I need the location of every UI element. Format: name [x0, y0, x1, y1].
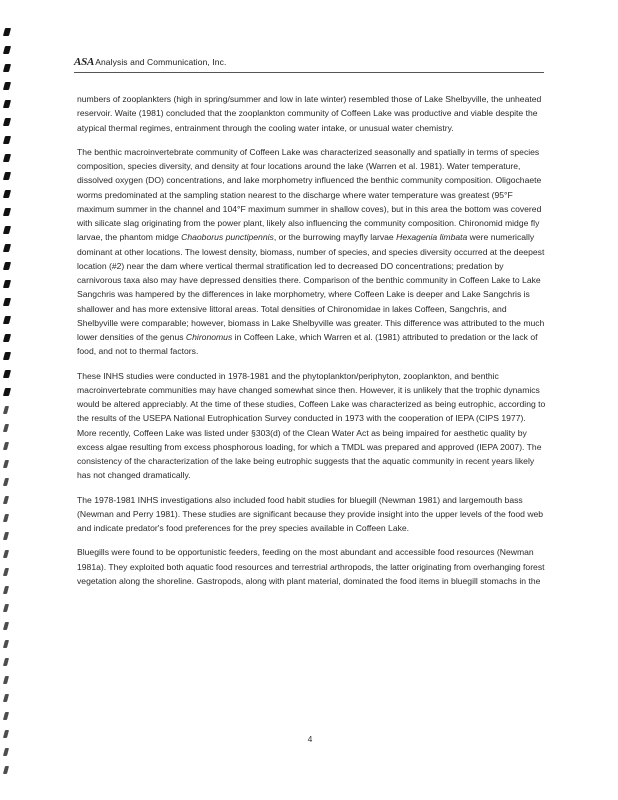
paragraph-benthic — [77, 145, 547, 359]
binding-hole — [3, 352, 11, 360]
binding-hole — [3, 640, 9, 648]
binding-hole — [3, 550, 9, 558]
binding-hole — [3, 172, 11, 180]
company-logo: ASA — [74, 56, 95, 68]
binding-hole — [3, 208, 11, 216]
binding-hole — [3, 154, 11, 162]
binding-hole — [3, 730, 9, 738]
species-chaoborus: Chaoborus punctipennis — [181, 232, 274, 243]
binding-hole — [3, 136, 11, 144]
binding-hole — [3, 64, 11, 72]
binding-hole — [3, 712, 9, 720]
binding-hole — [3, 586, 9, 594]
binding-hole — [3, 496, 9, 504]
binding-hole — [3, 316, 11, 324]
binding-hole — [3, 568, 9, 576]
binding-hole — [3, 244, 11, 252]
binding-hole — [3, 28, 11, 36]
binding-hole — [3, 226, 11, 234]
benthic-text-2: , or the burrowing mayfly larvae — [273, 232, 397, 243]
binding-hole — [3, 118, 11, 126]
paragraph-bluegills: Bluegills were found to be opportunistic feeders, feeding on the most abundant and accessible food resources (Newman 1981a). They exploited both aquatic food resources and terrestrial arthropods, the latter originating from overhanging forest vegetation along the shoreline. Gastropods, along with plant material, dominated the food items in bluegill stomachs in the — [77, 547, 545, 586]
binding-hole — [3, 280, 11, 288]
binding-hole — [3, 424, 9, 432]
binding-hole — [3, 298, 11, 306]
benthic-text-3: were numerically dominant at other locations. The lowest density, biomass, number of species, and species diversity occurred at the deepest location (#2) near the dam where vertical thermal stratification led to decreased DO concentrations; predation by carnivorous taxa also may have depressed densities there. Comparison of the benthic community in Coffeen Lake to Lake Sangchris was hampered by the differences in lake morphometry, where Coffeen Lake is deeper and Lake Sangchris is shallower and has more extensive littoral areas. Total densities of Chironomidae in lakes Coffeen, Sangchris, and Shelbyville were comparable; however, biomass in Lake Shelbyville was greater. This difference was attributed to the much lower densities of the genus — [77, 232, 545, 342]
binding-hole — [3, 748, 9, 756]
paragraph-inhs-studies: These INHS studies were conducted in 1978-1981 and the phytoplankton/periphyton, zooplankton, and benthic macroinvertebrate communities may have changed somewhat since then. However, it is unlikely that the trophic dynamics would be altered appreciably. At the time of these studies, Coffeen Lake was characterized as being eutrophic, according to the results of the USEPA National Eutrophication Survey conducted in 1973 with the cooperation of IEPA (CIPS 1977). More recently, Coffeen Lake was listed under §303(d) of the Clean Water Act as being impaired for aesthetic quality by excess algae resulting from excess phosphorous loading, for which a TMDL was prepared and approved (IEPA 2007). The consistency of the characterization of the lake being eutrophic suggests that the aquatic community in recent years likely has not changed dramatically. — [77, 370, 546, 481]
body-text — [77, 92, 547, 598]
binding-hole — [3, 82, 11, 90]
company-name: Analysis and Communication, Inc. — [95, 57, 227, 67]
binding-hole — [3, 442, 9, 450]
header-divider — [74, 72, 544, 73]
binding-hole — [3, 46, 11, 54]
binding-hole — [3, 658, 9, 666]
binding-hole — [3, 406, 9, 414]
binding-hole — [3, 370, 11, 378]
binding-hole — [3, 460, 9, 468]
paragraph-food-habits: The 1978-1981 INHS investigations also included food habit studies for bluegill (Newman 1981) and largemouth bass (Newman and Perry 1981). These studies are significant because they provide insight into the upper levels of the food web and indicate predator's food preferences for the prey species available in Coffeen Lake. — [77, 494, 544, 533]
binding-hole — [3, 514, 9, 522]
benthic-text-4: in Coffeen Lake, which Warren et al. (1981) attributed to predation or the lack of food, and not to thermal factors. — [77, 332, 538, 357]
binding-hole — [3, 388, 11, 396]
binding-hole — [3, 190, 11, 198]
binding-hole — [3, 100, 11, 108]
binding-hole — [3, 532, 9, 540]
binding-holes — [2, 28, 16, 788]
binding-hole — [3, 622, 9, 630]
paragraph-zooplankton: numbers of zooplankters (high in spring/summer and low in late winter) resembled those of Lake Shelbyville, the unheated reservoir. Waite (1981) concluded that the zooplankton community of Coffeen Lake was productive and viable despite the atypical thermal regimes, entrainment through the cooling water intake, or unusual water chemistry. — [77, 94, 542, 133]
binding-hole — [3, 676, 9, 684]
genus-chironomus: Chironomus — [185, 332, 233, 342]
page-number: 4 — [307, 734, 313, 744]
binding-hole — [3, 604, 9, 612]
binding-hole — [3, 262, 11, 270]
binding-hole — [3, 694, 9, 702]
binding-hole — [3, 334, 11, 342]
binding-hole — [3, 478, 9, 486]
benthic-text-1: The benthic macroinvertebrate community of Coffeen Lake was characterized seasonally and spatially in terms of species composition, species diversity, and density at four locations around the lake (Warren et al. 1981). Water temperature, dissolved oxygen (DO) concentrations, and lake morphometry influenced the benthic community composition. Oligochaete worms predominated at the sampling station nearest to the discharge where water temperature was greatest (95°F maximum summer in the channel and 104°F maximum summer in shallow coves), but in this area the bottom was covered with silicate slag originating from the power plant, likely also influencing the community composition. Chironomid midge fly larvae, the phantom midge — [77, 146, 542, 243]
page-header — [74, 56, 544, 72]
species-hexagenia: Hexagenia limbata — [396, 232, 468, 243]
binding-hole — [3, 766, 9, 774]
